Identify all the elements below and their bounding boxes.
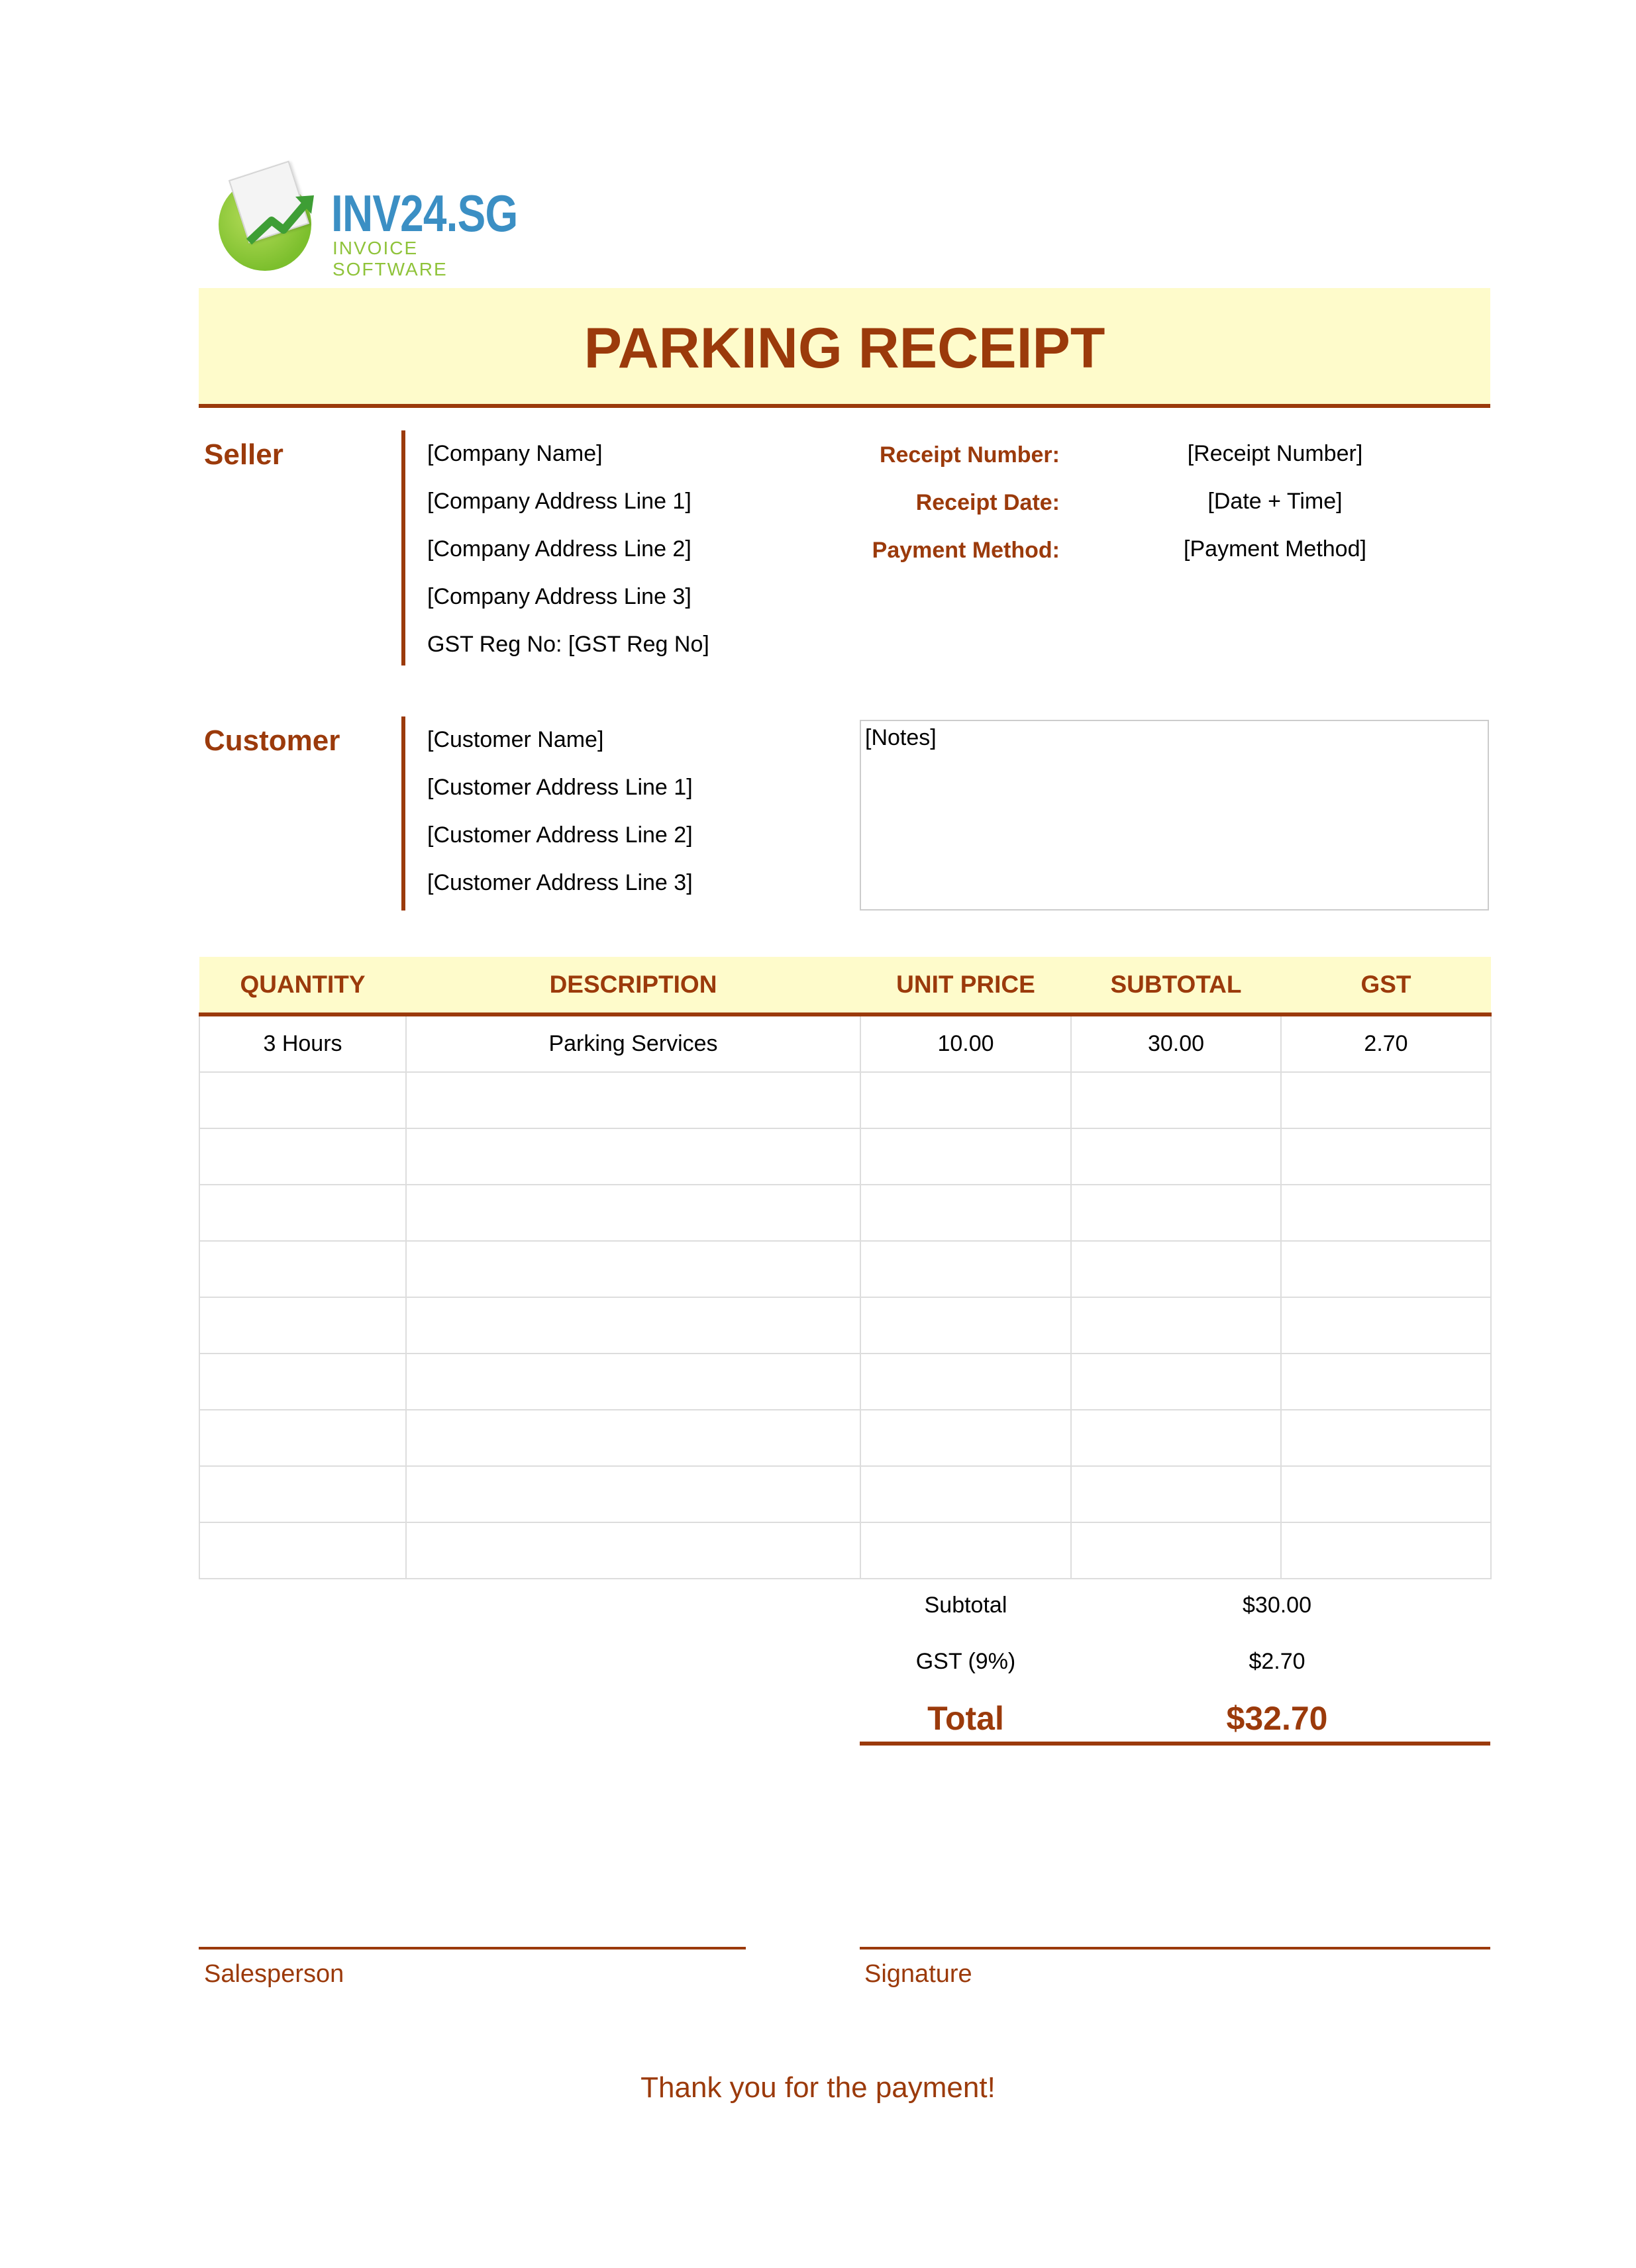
cell-description[interactable] xyxy=(406,1128,860,1185)
customer-line: [Customer Address Line 3] xyxy=(427,870,693,895)
items-table xyxy=(199,957,1492,1579)
cell-quantity[interactable] xyxy=(199,1072,406,1128)
cell-subtotal[interactable] xyxy=(1071,1466,1281,1522)
cell-subtotal[interactable] xyxy=(1071,1410,1281,1466)
payment-method-label: Payment Method: xyxy=(872,538,1060,563)
cell-subtotal[interactable] xyxy=(1071,1297,1281,1354)
cell-description[interactable] xyxy=(406,1072,860,1128)
table-row xyxy=(199,1354,1491,1410)
cell-unit-price[interactable] xyxy=(860,1410,1071,1466)
table-row xyxy=(199,1072,1491,1128)
cell-quantity[interactable] xyxy=(199,1185,406,1241)
cell-subtotal[interactable] xyxy=(1071,1128,1281,1185)
cell-gst[interactable] xyxy=(1281,1410,1491,1466)
table-row xyxy=(199,1014,1491,1072)
signature-label: Signature xyxy=(864,1960,972,1988)
cell-description[interactable] xyxy=(406,1241,860,1297)
cell-unit-price[interactable] xyxy=(860,1466,1071,1522)
gst-label: GST (9%) xyxy=(915,1649,1016,1674)
notes-text: [Notes] xyxy=(865,725,937,750)
cell-subtotal[interactable] xyxy=(1071,1354,1281,1410)
cell-gst[interactable] xyxy=(1281,1354,1491,1410)
cell-quantity[interactable] xyxy=(199,1354,406,1410)
cell-gst[interactable] xyxy=(1281,1297,1491,1354)
total-value: $32.70 xyxy=(1226,1700,1328,1737)
cell-quantity[interactable] xyxy=(199,1241,406,1297)
cell-unit-price[interactable] xyxy=(860,1128,1071,1185)
cell-unit-price[interactable] xyxy=(860,1185,1071,1241)
cell-unit-price[interactable] xyxy=(860,1241,1071,1297)
customer-line: [Customer Address Line 1] xyxy=(427,775,693,800)
payment-method-value: [Payment Method] xyxy=(1184,536,1366,562)
logo-name: INV24.SG xyxy=(331,184,518,242)
seller-line: [Company Address Line 1] xyxy=(427,489,691,514)
seller-line: [Company Address Line 2] xyxy=(427,536,691,562)
salesperson-label: Salesperson xyxy=(204,1960,344,1988)
cell-unit-price[interactable] xyxy=(860,1072,1071,1128)
column-header-unit-price: UNIT PRICE xyxy=(860,957,1071,1014)
cell-gst[interactable] xyxy=(1281,1072,1491,1128)
customer-line: [Customer Name] xyxy=(427,727,604,752)
cell-subtotal[interactable] xyxy=(1071,1522,1281,1579)
seller-gst-reg: GST Reg No: [GST Reg No] xyxy=(427,632,709,657)
cell-quantity[interactable] xyxy=(199,1466,406,1522)
cell-unit-price[interactable] xyxy=(860,1522,1071,1579)
receipt-date-value: [Date + Time] xyxy=(1207,489,1343,514)
cell-gst[interactable]: 2.70 xyxy=(1281,1014,1491,1072)
cell-description[interactable]: Parking Services xyxy=(406,1014,860,1072)
cell-unit-price[interactable] xyxy=(860,1297,1071,1354)
table-row xyxy=(199,1466,1491,1522)
growth-arrow-icon xyxy=(245,189,318,248)
cell-description[interactable] xyxy=(406,1354,860,1410)
customer-label: Customer xyxy=(204,724,340,757)
table-row xyxy=(199,1128,1491,1185)
logo-tagline: INVOICE SOFTWARE xyxy=(332,238,448,279)
table-row xyxy=(199,1522,1491,1579)
cell-unit-price[interactable] xyxy=(860,1354,1071,1410)
cell-description[interactable] xyxy=(406,1466,860,1522)
company-logo xyxy=(219,169,537,279)
cell-subtotal[interactable] xyxy=(1071,1072,1281,1128)
table-row xyxy=(199,1241,1491,1297)
page-title: PARKING RECEIPT xyxy=(584,317,1105,380)
seller-line: [Company Address Line 3] xyxy=(427,584,691,609)
table-row xyxy=(199,1297,1491,1354)
table-row xyxy=(199,1410,1491,1466)
receipt-number-value: [Receipt Number] xyxy=(1187,441,1363,466)
receipt-number-label: Receipt Number: xyxy=(879,442,1060,468)
customer-divider xyxy=(401,716,405,911)
receipt-date-label: Receipt Date: xyxy=(915,490,1060,515)
cell-subtotal[interactable]: 30.00 xyxy=(1071,1014,1281,1072)
seller-line: [Company Name] xyxy=(427,441,603,466)
subtotal-label: Subtotal xyxy=(924,1593,1007,1618)
cell-quantity[interactable]: 3 Hours xyxy=(199,1014,406,1072)
thank-you-message: Thank you for the payment! xyxy=(640,2071,996,2104)
table-row xyxy=(199,1185,1491,1241)
table-header-row xyxy=(199,957,1491,1014)
cell-description[interactable] xyxy=(406,1522,860,1579)
cell-quantity[interactable] xyxy=(199,1410,406,1466)
cell-subtotal[interactable] xyxy=(1071,1185,1281,1241)
gst-value: $2.70 xyxy=(1249,1649,1305,1674)
subtotal-value: $30.00 xyxy=(1243,1593,1311,1618)
cell-quantity[interactable] xyxy=(199,1522,406,1579)
cell-unit-price[interactable]: 10.00 xyxy=(860,1014,1071,1072)
column-header-gst: GST xyxy=(1281,957,1491,1014)
customer-line: [Customer Address Line 2] xyxy=(427,822,693,848)
column-header-subtotal: SUBTOTAL xyxy=(1071,957,1281,1014)
cell-gst[interactable] xyxy=(1281,1466,1491,1522)
total-underline xyxy=(860,1742,1490,1746)
salesperson-line xyxy=(199,1947,746,1949)
cell-quantity[interactable] xyxy=(199,1128,406,1185)
notes-box[interactable] xyxy=(860,720,1489,911)
cell-description[interactable] xyxy=(406,1410,860,1466)
signature-line xyxy=(860,1947,1490,1949)
cell-gst[interactable] xyxy=(1281,1185,1491,1241)
column-header-description: DESCRIPTION xyxy=(406,957,860,1014)
cell-description[interactable] xyxy=(406,1297,860,1354)
cell-description[interactable] xyxy=(406,1185,860,1241)
seller-label: Seller xyxy=(204,438,283,471)
cell-gst[interactable] xyxy=(1281,1241,1491,1297)
cell-quantity[interactable] xyxy=(199,1297,406,1354)
title-banner xyxy=(199,288,1490,408)
total-label: Total xyxy=(927,1700,1004,1737)
cell-subtotal[interactable] xyxy=(1071,1241,1281,1297)
column-header-quantity: QUANTITY xyxy=(199,957,406,1014)
cell-gst[interactable] xyxy=(1281,1522,1491,1579)
seller-divider xyxy=(401,430,405,666)
cell-gst[interactable] xyxy=(1281,1128,1491,1185)
